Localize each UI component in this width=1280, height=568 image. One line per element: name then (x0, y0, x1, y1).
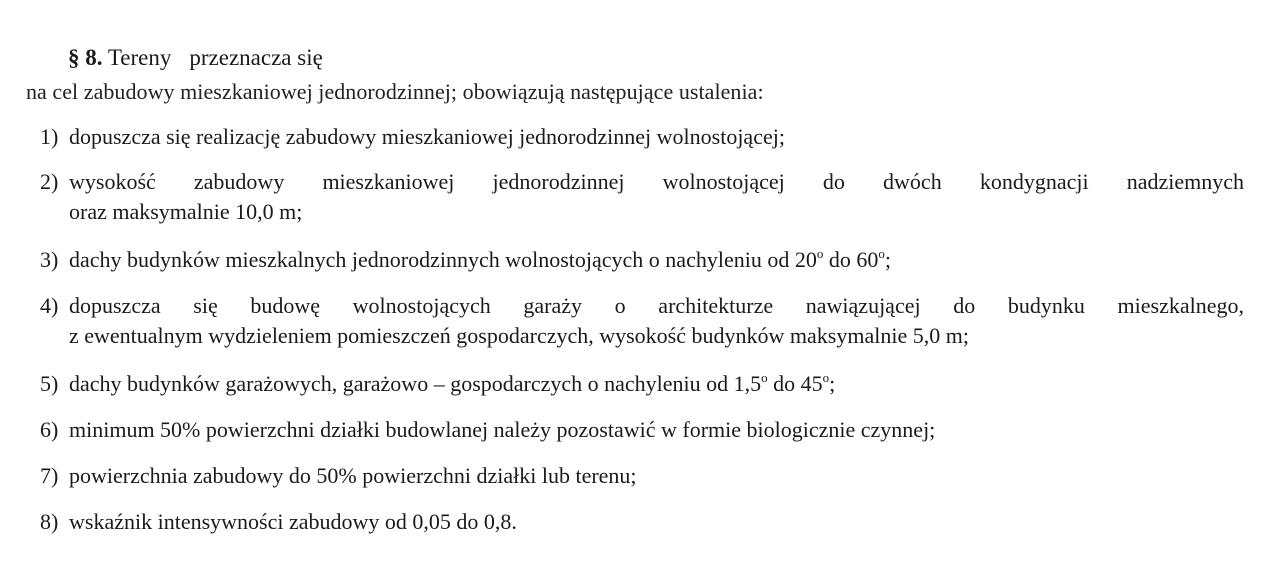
list-item (40, 245, 1244, 275)
list-item-text: dopuszcza się realizację zabudowy mieszkaniowej jednorodzinnej wolnostojącej; (69, 124, 785, 149)
list-item-number: 2) (40, 169, 59, 194)
list-item (40, 291, 1244, 351)
list-item-text: powierzchnia zabudowy do 50% powierzchni działki lub terenu; (69, 463, 637, 488)
list-item-body (69, 245, 1244, 275)
list-item-body (69, 291, 1244, 351)
degree-superscript: o (878, 246, 885, 261)
list-item-text: minimum 50% powierzchni działki budowlanej należy pozostawić w formie biologicznie czynnej; (69, 417, 936, 442)
list-item-body (69, 369, 1244, 399)
list-item-number: 3) (40, 247, 59, 272)
degree-superscript: o (816, 246, 824, 261)
section-purpose: przeznacza się (189, 45, 323, 70)
list-item-text: wskaźnik intensywności zabudowy od 0,05 do 0,8. (69, 509, 517, 534)
degree-superscript: o (822, 370, 830, 385)
list-item-body (69, 167, 1244, 227)
list-item-text: ; (829, 371, 836, 396)
list-item-text-line: z ewentualnym wydzieleniem pomieszczeń gospodarczych, wysokość budynków maksymalnie 5,0 m; (69, 323, 969, 348)
list-item-number: 8) (40, 509, 59, 534)
list-item-number: 6) (40, 417, 59, 442)
section-heading (68, 44, 323, 72)
list-item-text: dachy budynków mieszkalnych jednorodzinnych wolnostojących o nachyleniu od 20 (69, 247, 817, 272)
list-item (40, 369, 1244, 399)
section-intro-text: na cel zabudowy mieszkaniowej jednorodzinnej; obowiązują następujące ustalenia: (26, 79, 764, 104)
list-item-number: 1) (40, 124, 59, 149)
list-item-text: do 45 (767, 371, 823, 396)
list-item-number: 5) (40, 371, 59, 396)
list-item-number: 7) (40, 463, 59, 488)
list-item-number: 4) (40, 293, 59, 318)
section-number: § 8. (68, 45, 103, 70)
list-item-text: ; (884, 247, 891, 272)
degree-superscript: o (761, 370, 768, 385)
section-subject: Tereny (107, 45, 172, 70)
list-item-text-line: oraz maksymalnie 10,0 m; (69, 199, 303, 224)
list-item (40, 507, 1244, 537)
list-item (40, 167, 1244, 227)
list-item (40, 415, 1244, 445)
list-item-text: dachy budynków garażowych, garażowo – gospodarczych o nachyleniu od 1,5 (69, 371, 762, 396)
list-item-text-line: wysokość zabudowy mieszkaniowej jednorodzinnej wolnostojącej do dwóch kondygnacji nadziemnych (69, 169, 1244, 194)
list-item (40, 461, 1244, 491)
list-item-text-line: dopuszcza się budowę wolnostojących garaży o architekturze nawiązującej do budynku mieszkalnego, (69, 293, 1244, 318)
list-item (40, 122, 1244, 152)
list-item-text: do 60 (823, 247, 879, 272)
